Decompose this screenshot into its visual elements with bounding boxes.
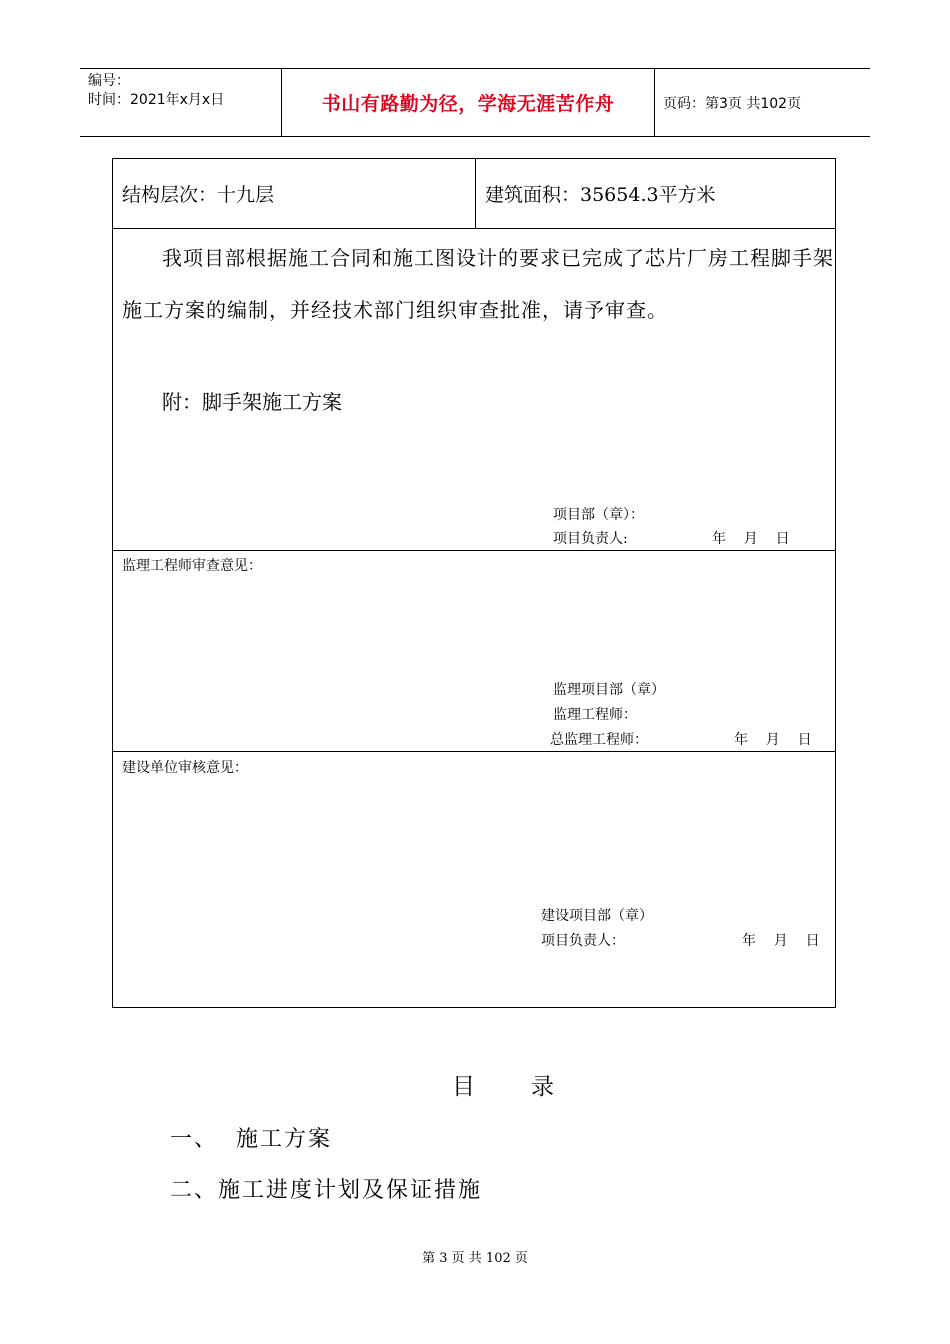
form-column-divider [475, 158, 476, 228]
header-number-label: 编号： [88, 73, 130, 89]
project-leader-label: 项目负责人: [553, 531, 628, 547]
page-footer: 第 3 页 共 102 页 [422, 1251, 528, 1266]
header-motto: 书山有路勤为径，学海无涯苦作舟 [321, 92, 615, 115]
toc-item-2: 二、施工进度计划及保证措施 [170, 1178, 483, 1203]
header-page-info: 页码：第3页 共102页 [663, 96, 802, 112]
attachment-line: 附：脚手架施工方案 [162, 390, 342, 414]
form-row-divider-2 [112, 550, 836, 551]
owner-leader-label: 项目负责人： [541, 933, 625, 949]
form-row-divider-1 [112, 228, 836, 229]
date-line-1: 年 月 日 [712, 531, 790, 547]
owner-dept-seal: 建设项目部（章） [541, 908, 653, 924]
project-dept-seal: 项目部（章）： [553, 507, 644, 523]
toc-item-1: 一、 施工方案 [170, 1127, 332, 1152]
supervision-engineer-label: 监理工程师： [553, 707, 637, 723]
toc-title: 目录 [452, 1074, 610, 1100]
header-meta [88, 72, 224, 110]
chief-supervisor-label: 总监理工程师： [550, 732, 648, 748]
supervision-dept-seal: 监理项目部（章） [553, 682, 665, 698]
header-bottom-rule [80, 136, 870, 137]
form-row-divider-3 [112, 751, 836, 752]
header-time-label: 时间：2021年x月x日 [88, 92, 225, 108]
header-divider-right [654, 68, 655, 136]
application-body-text: 我项目部根据施工合同和施工图设计的要求已完成了芯片厂房工程脚手架施工方案的编制，并经技术部门组织审查批准，请予审查。 [122, 246, 834, 322]
building-area: 建筑面积：35654.3平方米 [485, 184, 716, 206]
date-line-3: 年 月 日 [742, 933, 820, 949]
structure-level: 结构层次：十九层 [122, 184, 275, 206]
date-line-2: 年 月 日 [734, 732, 812, 748]
supervisor-opinion-label: 监理工程师审查意见： [122, 558, 262, 574]
owner-opinion-label: 建设单位审核意见： [122, 760, 248, 776]
